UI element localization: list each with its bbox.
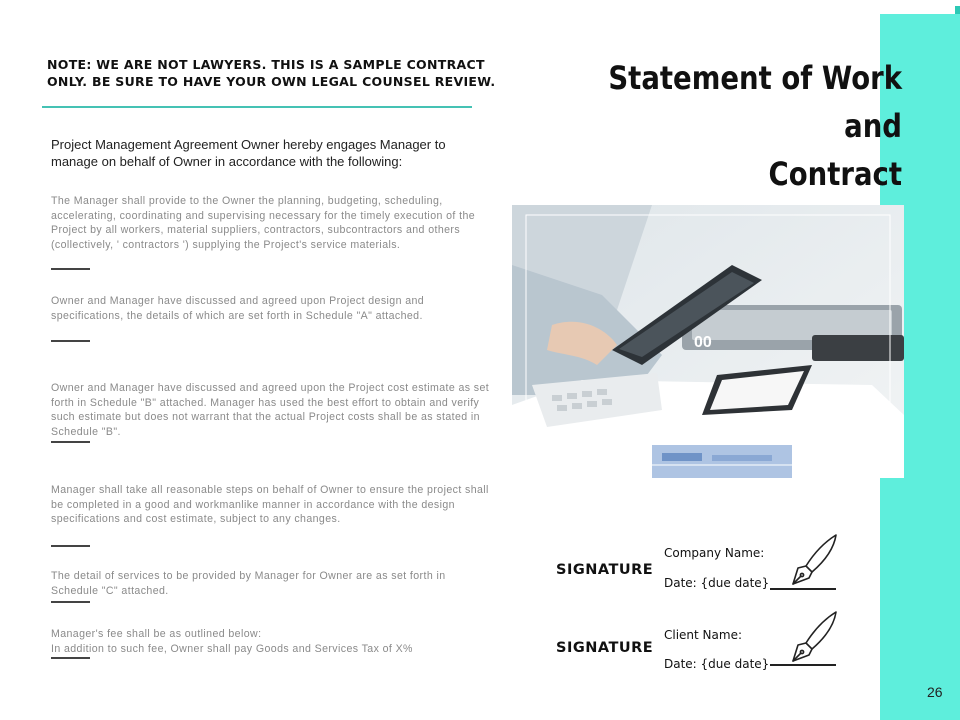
- title-line-1: Statement of Work and: [608, 59, 902, 145]
- fountain-pen-icon: [788, 609, 840, 665]
- signature-label-2: SIGNATURE: [556, 640, 654, 656]
- clause-underline-2: [51, 340, 90, 342]
- client-name-label: Client Name:: [664, 628, 742, 642]
- clause-underline-5: [51, 601, 90, 603]
- clause-paragraph-6: [51, 627, 496, 656]
- client-date-label: Date: {due date}: [664, 657, 770, 671]
- note-line-1: NOTE: WE ARE NOT LAWYERS. THIS IS A SAMPLE CONTRACT: [47, 57, 485, 72]
- intro-paragraph: Project Management Agreement Owner hereby engages Manager to manage on behalf of Owner in accordance with the following:: [51, 137, 446, 169]
- photo-overlay-text: 00: [694, 334, 712, 351]
- clause-paragraph-4: Manager shall take all reasonable steps on behalf of Owner to ensure the project shall be completed in a good and workmanlike manner in accordance with the design specifications and cost estimate, subject to any changes.: [51, 484, 489, 526]
- fee-outline-line: Manager's fee shall be as outlined below:: [51, 628, 262, 640]
- signature-label-1: SIGNATURE: [556, 562, 654, 578]
- title-line-2: Contract: [768, 155, 902, 193]
- legal-disclaimer-note: [47, 56, 517, 90]
- tax-line: In addition to such fee, Owner shall pay Goods and Services Tax of X%: [51, 642, 413, 655]
- clause-paragraph-2: Owner and Manager have discussed and agreed upon Project design and specifications, the details of which are set forth in Schedule "A" attached.: [51, 295, 425, 322]
- page-number: 26: [927, 684, 943, 700]
- fountain-pen-icon: [788, 532, 840, 588]
- page-title: [573, 54, 902, 198]
- note-line-2: ONLY. BE SURE TO HAVE YOUR OWN LEGAL COUNSEL REVIEW.: [47, 74, 496, 89]
- clause-paragraph-1: The Manager shall provide to the Owner the planning, budgeting, scheduling, accelerating, coordinating and supervising necessary for the timely execution of the Project by all workers, material suppliers, contractors, subcontractors and others (collectively, ' contractors ') supplying the Project's service materials.: [51, 195, 476, 251]
- clause-underline-4: [51, 545, 90, 547]
- business-photo: [512, 205, 904, 478]
- clause-underline-6: [51, 657, 90, 659]
- company-date-label: Date: {due date}: [664, 576, 770, 590]
- note-underline: [42, 106, 472, 108]
- company-name-label: Company Name:: [664, 546, 765, 560]
- photo-illustration: [512, 205, 904, 478]
- clause-paragraph-5: The detail of services to be provided by Manager for Owner are as set forth in Schedule "C" attached.: [51, 570, 446, 597]
- clause-underline-1: [51, 268, 90, 270]
- company-signature-line[interactable]: [770, 588, 836, 590]
- clause-underline-3: [51, 441, 90, 443]
- clause-paragraph-3: Owner and Manager have discussed and agreed upon the Project cost estimate as set forth in Schedule "B" attached. Manager has used the best effort to obtain and verify such estimate but does not warrant that the actual Project costs shall be as stated in Schedule "B".: [51, 382, 490, 438]
- teal-corner-accent: [955, 6, 960, 14]
